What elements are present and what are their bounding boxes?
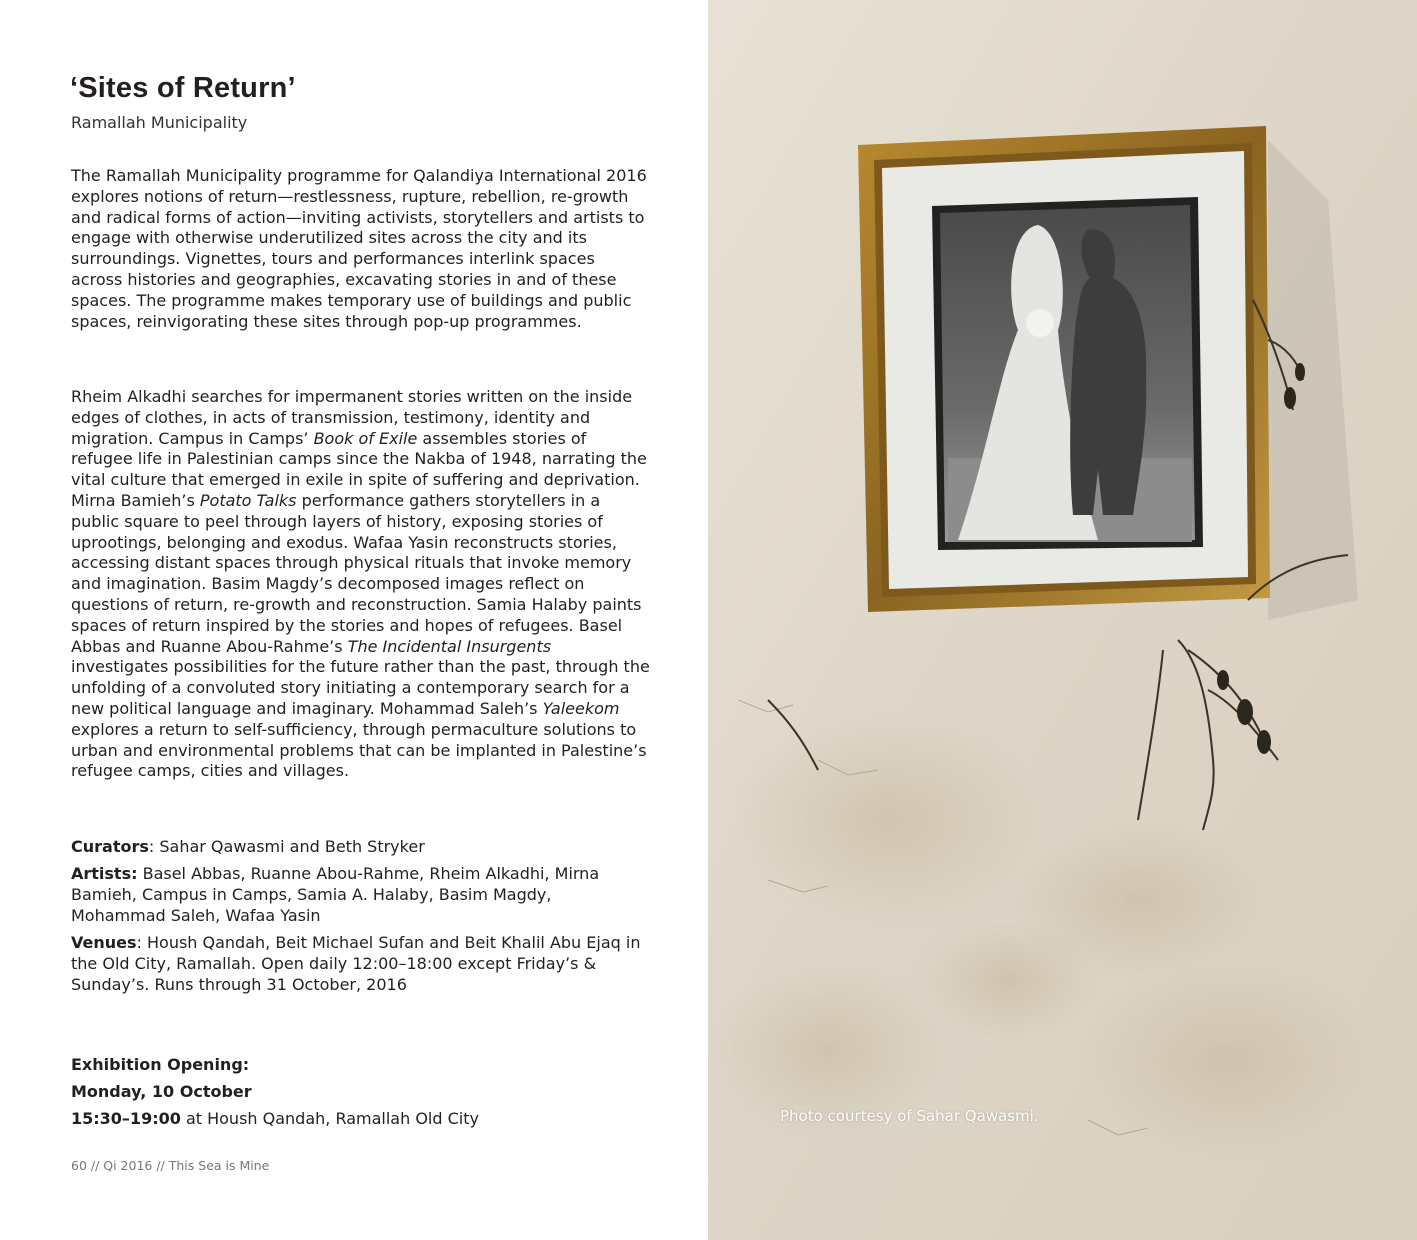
artists-value: Basel Abbas, Ruanne Abou-Rahme, Rheim Alkadhi, Mirna Bamieh, Campus in Camps, Samia A. Halaby, Basim Magdy, Mohammad Saleh, Wafaa Yasin bbox=[71, 864, 600, 925]
opening-time: 15:30–19:00 bbox=[71, 1109, 181, 1128]
opening-heading: Exhibition Opening: bbox=[71, 1055, 250, 1074]
exhibition-opening bbox=[71, 1051, 479, 1132]
photo-caption: Photo courtesy of Sahar Qawasmi. bbox=[780, 1107, 1039, 1125]
curators-label: Curators bbox=[71, 837, 149, 856]
picture-frame bbox=[858, 126, 1270, 612]
text-run: explores a return to self-sufficiency, through permaculture solutions to urban and environmental problems that can be implanted in Palestine’s refugee camps, cities and villages. bbox=[71, 719, 647, 781]
venues-label: Venues bbox=[71, 933, 137, 952]
artists-line bbox=[71, 864, 651, 926]
opening-place: at Housh Qandah, Ramallah Old City bbox=[180, 1109, 479, 1128]
venues-line bbox=[71, 933, 651, 995]
curators-value: : Sahar Qawasmi and Beth Stryker bbox=[148, 837, 425, 856]
intro-paragraph: The Ramallah Municipality programme for Qalandiya International 2016 explores notions of return—restlessness, rupture, rebellion, re-growth and radical forms of action—inviting activists, storytellers and artists to engage with otherwise underutilized sites across the city and its surroundings. Vignettes, tours and performances interlink spaces across histories and geographies, excavating stories in and of these spaces. The programme makes temporary use of buildings and public spaces, reinvigorating these sites through pop-up programmes. bbox=[71, 166, 647, 331]
text-run: Rheim Alkadhi searches for impermanent stories written on the inside edges of clothes, in acts of transmission, testimony, identity and migration. Campus in Camps’ bbox=[71, 387, 633, 448]
work-title-book-of-exile: Book of Exile bbox=[313, 428, 418, 448]
bouquet bbox=[1026, 309, 1054, 337]
work-title-yaleekom: Yaleekom bbox=[542, 698, 620, 718]
work-title-incidental-insurgents: The Incidental Insurgents bbox=[347, 636, 552, 656]
text-run: performance gathers storytellers in a public square to peel through layers of history, exposing stories of uprootings, belonging and exodus. Wafaa Yasin reconstructs stories, accessing distant spaces through physical rituals that invoke memory and imagination. Basim Magdy’s decomposed images reflect on questions of return, re-growth and reconstruction. Samia Halaby paints spaces of return inspired by the stories and hopes of refugees. Basel Abbas and Ruanne Abou-Rahme’s bbox=[71, 490, 642, 656]
photo-panel bbox=[708, 0, 1417, 1240]
work-title-potato-talks: Potato Talks bbox=[199, 490, 297, 510]
text-column bbox=[0, 0, 708, 1240]
venues-value: : Housh Qandah, Beit Michael Sufan and Beit Khalil Abu Ejaq in the Old City, Ramallah. Open daily 12:00–18:00 except Friday’s & Sunday’s. Runs through 31 October, 2016 bbox=[71, 933, 641, 994]
page-subtitle: Ramallah Municipality bbox=[71, 113, 248, 132]
wall-stain bbox=[918, 920, 1098, 1040]
wall-stain bbox=[728, 710, 1048, 930]
curators-line bbox=[71, 837, 651, 858]
page-footer: 60 // Qi 2016 // This Sea is Mine bbox=[71, 1158, 270, 1173]
artists-label: Artists: bbox=[71, 864, 138, 883]
wall-stain bbox=[1078, 960, 1378, 1160]
page-title: ‘Sites of Return’ bbox=[70, 72, 296, 104]
text-run: investigates possibilities for the future rather than the past, through the unfolding of a convoluted story initiating a contemporary search for a new political language and imaginary. Mohammad Saleh’s bbox=[71, 657, 650, 718]
artists-paragraph bbox=[71, 387, 651, 782]
opening-date: Monday, 10 October bbox=[71, 1082, 252, 1101]
text-run: assembles stories of refugee life in Palestinian camps since the Nakba of 1948, narrating the vital culture that emerged in exile in spite of suffering and deprivation. Mirna Bamieh’s bbox=[71, 428, 647, 510]
wall-photo bbox=[708, 0, 1417, 1240]
